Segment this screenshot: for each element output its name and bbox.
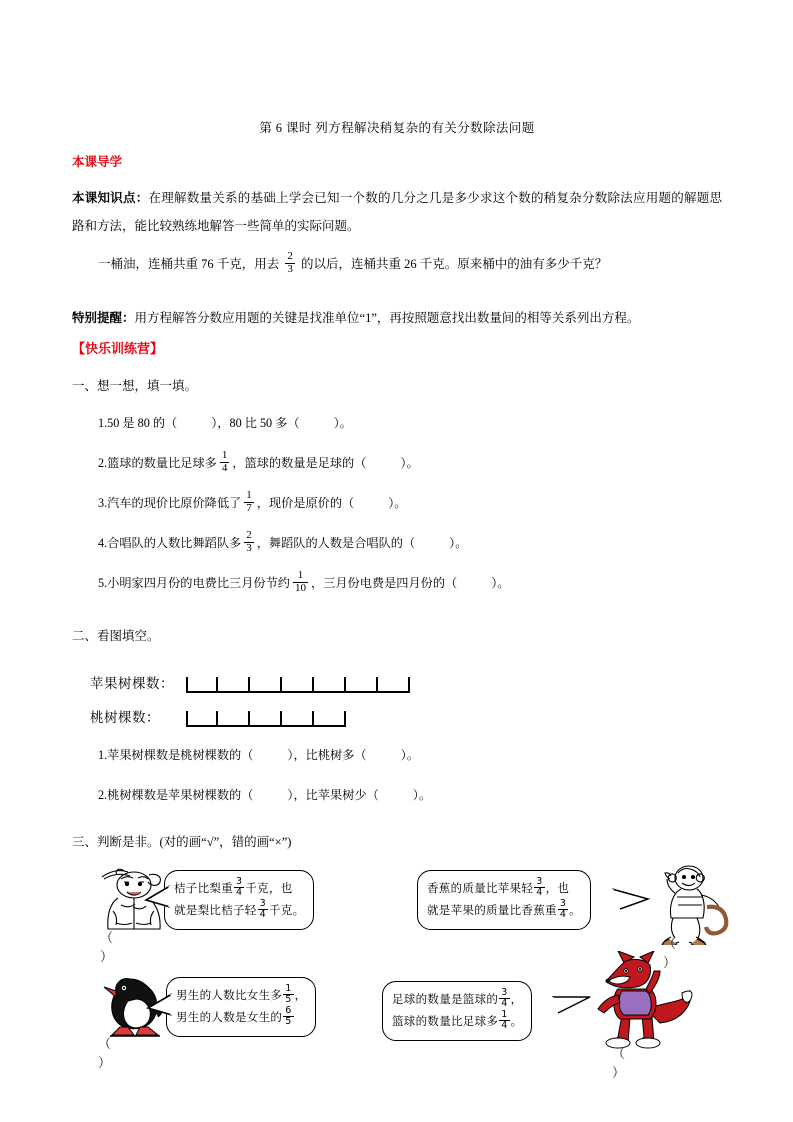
speech-bubble-2: [417, 870, 591, 930]
fraction: $\frac{1}{10}$: [294, 568, 306, 594]
section2-question-2: [72, 775, 722, 815]
answer-blank[interactable]: [457, 563, 491, 603]
example-fraction: $\frac{2}{3}$: [287, 249, 293, 275]
question-number: 4.: [98, 536, 108, 550]
fraction: $\frac{3}{4}$: [501, 987, 508, 1010]
bubble-2-line-2: [427, 897, 581, 922]
speech-bubble-3: [166, 977, 316, 1037]
training-heading: 【快乐训练营】: [72, 341, 164, 356]
bubble-1-line-1: [174, 878, 304, 900]
fraction: $\frac{3}{4}$: [259, 897, 266, 920]
bar-segment: [218, 711, 250, 725]
question-number: 2.: [98, 788, 108, 802]
fraction: $\frac{1}{7}$: [246, 488, 252, 514]
answer-blank[interactable]: [177, 403, 211, 443]
answer-blank[interactable]: [367, 735, 401, 775]
text-run: ），80 比 50 多（: [211, 416, 300, 430]
text-run: 小明家四月份的电费比三月份节约: [107, 576, 290, 590]
section1-question-5: [72, 563, 722, 603]
bar-segment: [250, 711, 282, 725]
section2-question-1: [72, 735, 722, 775]
text-run: ）。: [388, 496, 407, 510]
section2-items: [72, 735, 722, 815]
bubble-tail-1: [140, 883, 174, 921]
section3-title: 三、判断是非。(对的画“√”，错的画“×”): [72, 835, 292, 849]
bubble-3-line-2: [176, 1004, 306, 1029]
bar-label: 苹果树棵数：: [90, 676, 174, 691]
bar-segment: [186, 711, 218, 725]
example-part2: 的以后，连桶共重 26 千克。原来桶中的油有多少千克？: [301, 257, 608, 271]
answer-blank[interactable]: [253, 775, 287, 815]
text-run: ）。: [400, 748, 419, 762]
fraction: $\frac{2}{3}$: [246, 528, 252, 554]
bar-row-2: [90, 693, 722, 727]
answer-blank[interactable]: [415, 523, 449, 563]
text-run: ，也: [545, 880, 570, 895]
text-run: 桃树棵数是苹果树棵数的（: [107, 788, 254, 802]
text-run: ），比苹果树少（: [287, 788, 379, 802]
text-run: 千克。: [268, 902, 305, 917]
question-number: 5.: [98, 576, 108, 590]
bar-graph: [186, 711, 346, 727]
knowledge-paragraph: [72, 184, 722, 240]
bar-segment: [378, 677, 410, 691]
bar-segment: [314, 677, 346, 691]
speech-bubble-4: [382, 981, 532, 1041]
text-run: 千克，也: [245, 880, 293, 895]
section1-question-1: [72, 403, 722, 443]
bar-segment: [282, 677, 314, 691]
fraction: $\frac{3}{4}$: [559, 897, 567, 920]
question-number: 1.: [98, 416, 108, 430]
tip-paragraph: [72, 304, 722, 332]
bubble-3-line-1: [176, 985, 306, 1007]
section1-question-4: [72, 523, 722, 563]
bar-segment: [282, 711, 314, 725]
bubble-4-line-2: [392, 1008, 523, 1033]
text-run: 。: [569, 902, 581, 917]
judge-answer-4[interactable]: （ ）: [612, 1046, 626, 1080]
text-run: ，三月份电费是四月份的（: [310, 576, 458, 590]
section1-question-3: [72, 483, 722, 523]
tip-text: 用方程解答分数应用题的关键是找准单位“1”，再按照题意找出数量间的相等关系列出方程。: [134, 311, 640, 325]
bar-segment: [218, 677, 250, 691]
fox-figure: [590, 951, 700, 1056]
page-content: [72, 118, 722, 1080]
bar-row-1: [90, 659, 722, 693]
bar-segment: [346, 677, 378, 691]
fraction: $\frac{1}{4}$: [221, 448, 228, 474]
text-run: ）。: [412, 788, 432, 802]
fraction: $\frac{1}{5}$: [285, 983, 292, 1006]
bubble-4-line-1: [392, 989, 522, 1011]
text-run: 。: [510, 1013, 523, 1028]
section1-question-2: [72, 443, 722, 483]
judge-area: [72, 861, 722, 1080]
judge-answer-3[interactable]: （ ）: [98, 1036, 112, 1070]
section1-title: 一、想一想，填一填。: [72, 379, 198, 393]
text-run: ）。: [333, 416, 352, 430]
text-run: 就是苹果的质量比香蕉重: [427, 902, 557, 917]
tip-label: 特别提醒：: [72, 311, 135, 325]
text-run: ，篮球的数量是足球的（: [232, 456, 367, 470]
text-run: 男生的人数是女生的: [176, 1009, 283, 1024]
judge-answer-1[interactable]: （ ）: [100, 930, 114, 964]
answer-blank[interactable]: [379, 775, 413, 815]
speech-bubble-1: [164, 870, 314, 930]
example-problem: [72, 250, 722, 278]
text-run: ，舞蹈队的人数是合唱队的（: [256, 536, 416, 550]
text-run: 香蕉的质量比苹果轻: [427, 880, 534, 895]
knowledge-text: 在理解数量关系的基础上学会已知一个数的几分之几是多少求这个数的稍复杂分数除法应用题的解题思路和方法，能比较熟练地解答一些简单的实际问题。: [72, 191, 722, 233]
text-run: 篮球的数量比足球多: [392, 1013, 499, 1028]
section1-items: [72, 403, 722, 603]
text-run: ）。: [400, 456, 419, 470]
question-number: 3.: [98, 496, 108, 510]
answer-blank[interactable]: [366, 443, 400, 483]
text-run: 就是梨比桔子轻: [174, 902, 257, 917]
bar-segment: [314, 711, 346, 725]
fraction: $\frac{1}{4}$: [501, 1008, 508, 1031]
answer-blank[interactable]: [253, 735, 287, 775]
text-run: 汽车的现价比原价降低了: [107, 496, 242, 510]
fraction: $\frac{6}{5}$: [285, 1004, 292, 1027]
text-run: 桔子比梨重: [174, 880, 233, 895]
text-run: ），比桃树多（: [287, 748, 367, 762]
bar-graph: [186, 677, 410, 693]
judge-answer-2[interactable]: （ ）: [663, 936, 677, 970]
bubble-1-line-2: [174, 897, 305, 922]
text-run: 合唱队的人数比舞蹈队多: [107, 536, 242, 550]
text-run: 篮球的数量比足球多: [107, 456, 217, 470]
text-run: ）。: [491, 576, 510, 590]
text-run: ）。: [449, 536, 468, 550]
text-run: 50 是 80 的（: [107, 416, 178, 430]
bar-segment: [250, 677, 282, 691]
monkey-boy-figure: [645, 863, 735, 945]
bubble-2-line-1: [427, 878, 581, 900]
text-run: 足球的数量是篮球的: [392, 991, 499, 1006]
question-number: 2.: [98, 456, 108, 470]
answer-blank[interactable]: [354, 483, 388, 523]
fraction: $\frac{3}{4}$: [536, 876, 543, 899]
question-number: 1.: [98, 748, 108, 762]
fraction: $\frac{3}{4}$: [236, 876, 243, 899]
text-run: ，现价是原价的（: [256, 496, 355, 510]
answer-blank[interactable]: [300, 403, 334, 443]
bar-segment: [186, 677, 218, 691]
text-run: ，: [510, 991, 523, 1006]
section2-title: 二、看图填空。: [72, 629, 160, 643]
text-run: 苹果树棵数是桃树棵数的（: [107, 748, 254, 762]
bar-diagram-group: [72, 659, 722, 727]
knowledge-label: 本课知识点：: [72, 191, 149, 205]
text-run: ，: [294, 987, 307, 1002]
text-run: 男生的人数比女生多: [176, 987, 283, 1002]
bubble-tail-3: [142, 991, 176, 1029]
page-title: 第 6 课时 列方程解决稍复杂的有关分数除法问题: [259, 121, 535, 135]
example-part1: 一桶油，连桶共重 76 千克，用去: [98, 257, 280, 271]
guide-heading: 本课导学: [72, 155, 123, 169]
bar-label: 桃树棵数：: [90, 710, 160, 725]
